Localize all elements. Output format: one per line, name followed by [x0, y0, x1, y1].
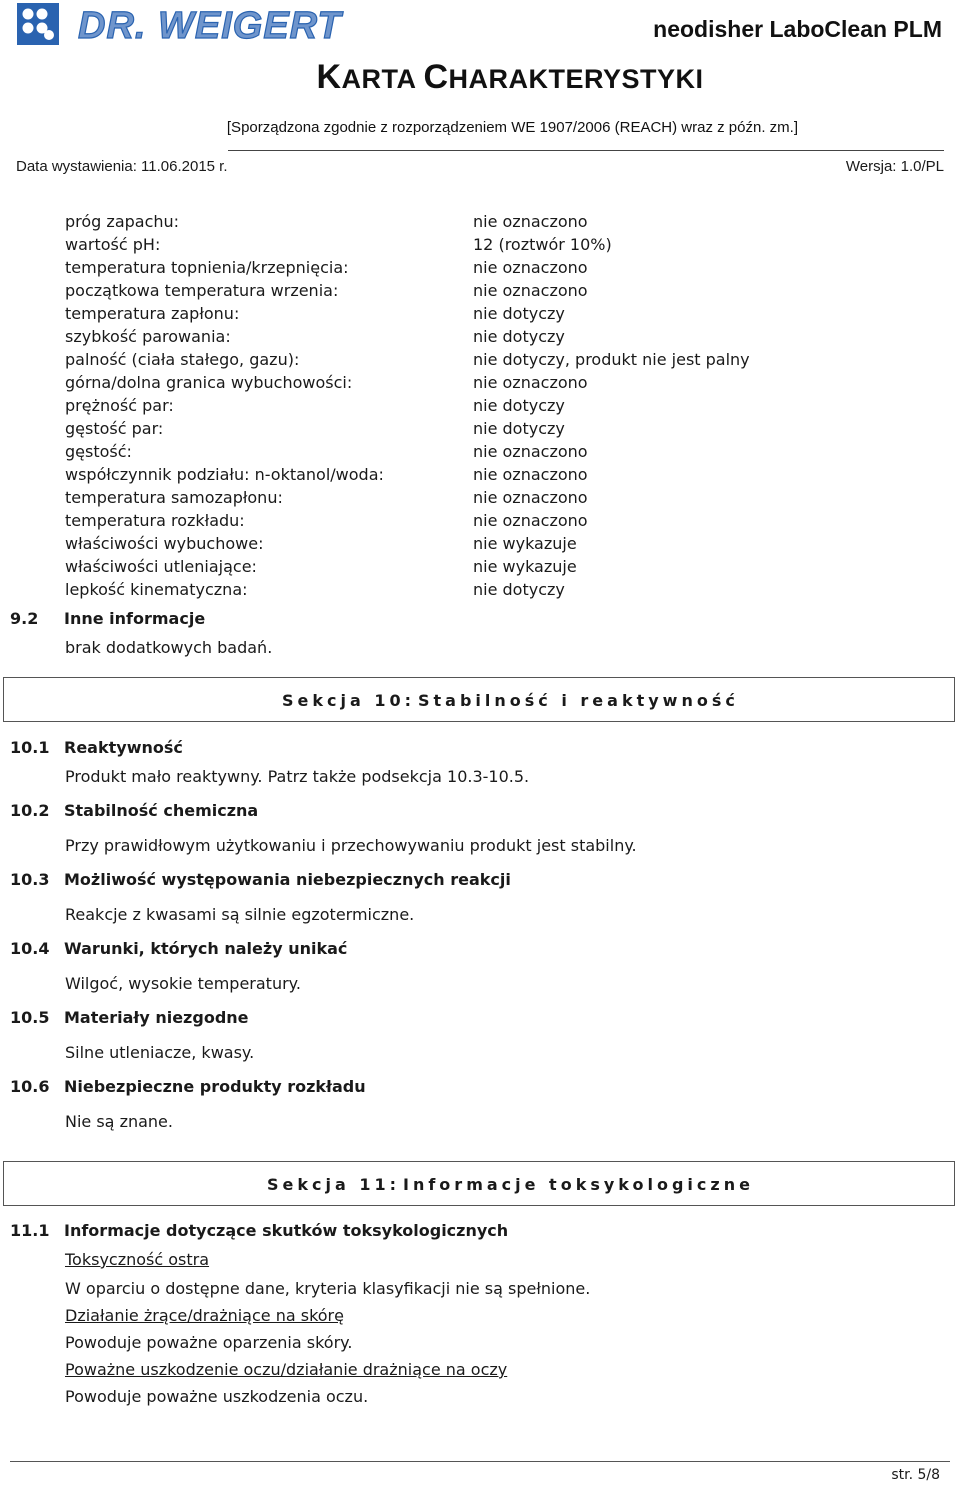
property-label: palność (ciała stałego, gazu): [65, 350, 300, 369]
subsection-title: Inne informacje [64, 609, 206, 628]
property-label: współczynnik podziału: n-oktanol/woda: [65, 465, 384, 484]
subsection-text: Silne utleniacze, kwasy. [65, 1043, 255, 1062]
page-number: str. 5/8 [891, 1467, 940, 1483]
property-value: nie wykazuje [473, 557, 577, 576]
footer-divider [10, 1461, 950, 1462]
property-value: nie dotyczy [473, 327, 565, 346]
property-value: nie dotyczy [473, 419, 565, 438]
subsection-title: Reaktywność [64, 738, 183, 757]
property-value: nie oznaczono [473, 212, 588, 231]
subsection-number: 10.4 [10, 939, 50, 958]
tox-heading-eyes: Poważne uszkodzenie oczu/działanie drażniące na oczy [65, 1360, 508, 1379]
subsection-number: 10.5 [10, 1008, 50, 1027]
property-label: górna/dolna granica wybuchowości: [65, 373, 353, 392]
property-value: nie dotyczy [473, 304, 565, 323]
header-divider [228, 150, 944, 151]
subsection-title: Informacje dotyczące skutków toksykologicznych [64, 1221, 509, 1240]
tox-text: Powoduje poważne uszkodzenia oczu. [65, 1387, 369, 1406]
subsection-text: Przy prawidłowym użytkowaniu i przechowywaniu produkt jest stabilny. [65, 836, 637, 855]
property-value: nie oznaczono [473, 373, 588, 392]
subsection-number: 10.1 [10, 738, 50, 757]
document-title [0, 58, 960, 97]
property-value: nie oznaczono [473, 281, 588, 300]
section-10-label: Sekcja 10: [282, 691, 416, 710]
property-label: próg zapachu: [65, 212, 180, 231]
subsection-text: brak dodatkowych badań. [65, 638, 273, 657]
subsection-text: Nie są znane. [65, 1112, 173, 1131]
property-value: 12 (roztwór 10%) [473, 235, 612, 254]
property-value: nie oznaczono [473, 258, 588, 277]
property-label: wartość pH: [65, 235, 161, 254]
subsection-number: 10.3 [10, 870, 50, 889]
logo-text: DR. WEIGERT [78, 5, 342, 46]
property-label: właściwości wybuchowe: [65, 534, 264, 553]
tox-text: Powoduje poważne oparzenia skóry. [65, 1333, 353, 1352]
subsection-number: 11.1 [10, 1221, 50, 1240]
title-rest-2: HARAKTERYSTYKI [448, 64, 704, 94]
product-name: neodisher LaboClean PLM [653, 16, 942, 42]
property-label: temperatura samozapłonu: [65, 488, 283, 507]
property-value: nie dotyczy, produkt nie jest palny [473, 350, 750, 369]
title-initial-2: C [423, 58, 449, 96]
subsection-title: Materiały niezgodne [64, 1008, 249, 1027]
property-value: nie oznaczono [473, 465, 588, 484]
subsection-text: Reakcje z kwasami są silnie egzotermiczne. [65, 905, 415, 924]
property-value: nie dotyczy [473, 396, 565, 415]
section-10-title: Stabilność i reaktywność [418, 691, 739, 710]
property-value: nie oznaczono [473, 511, 588, 530]
subsection-text: Produkt mało reaktywny. Patrz także podsekcja 10.3-10.5. [65, 767, 530, 786]
logo-mark-icon [17, 3, 59, 45]
tox-heading-skin: Działanie żrące/drażniące na skórę [65, 1306, 344, 1325]
subsection-title: Możliwość występowania niebezpiecznych reakcji [64, 870, 511, 889]
property-label: gęstość par: [65, 419, 164, 438]
property-value: nie oznaczono [473, 488, 588, 507]
property-label: właściwości utleniające: [65, 557, 257, 576]
title-rest-1: ARTA [341, 64, 424, 94]
property-value: nie dotyczy [473, 580, 565, 599]
regulation-note: [Sporządzona zgodnie z rozporządzeniem WE 1907/2006 (REACH) wraz z późn. zm.] [226, 119, 798, 136]
tox-heading-acute: Toksyczność ostra [65, 1250, 210, 1269]
subsection-title: Stabilność chemiczna [64, 801, 259, 820]
issue-date: Data wystawienia: 11.06.2015 r. [16, 158, 228, 175]
subsection-title: Warunki, których należy unikać [64, 939, 348, 958]
property-label: temperatura zapłonu: [65, 304, 240, 323]
property-label: lepkość kinematyczna: [65, 580, 248, 599]
property-label: temperatura rozkładu: [65, 511, 245, 530]
title-initial-1: K [316, 58, 342, 96]
version: Wersja: 1.0/PL [845, 158, 944, 175]
property-label: temperatura topnienia/krzepnięcia: [65, 258, 349, 277]
section-11-label: Sekcja 11: [267, 1175, 401, 1194]
subsection-text: Wilgoć, wysokie temperatury. [65, 974, 301, 993]
property-label: prężność par: [65, 396, 174, 415]
subsection-title: Niebezpieczne produkty rozkładu [64, 1077, 366, 1096]
tox-text: W oparciu o dostępne dane, kryteria klasyfikacji nie są spełnione. [65, 1279, 591, 1298]
subsection-number: 10.2 [10, 801, 50, 820]
subsection-number: 9.2 [10, 609, 39, 628]
subsection-number: 10.6 [10, 1077, 50, 1096]
property-label: gęstość: [65, 442, 132, 461]
property-value: nie oznaczono [473, 442, 588, 461]
dr-weigert-logo [16, 2, 366, 46]
property-label: szybkość parowania: [65, 327, 231, 346]
section-11-title: Informacje toksykologiczne [403, 1175, 754, 1194]
property-value: nie wykazuje [473, 534, 577, 553]
property-label: początkowa temperatura wrzenia: [65, 281, 339, 300]
